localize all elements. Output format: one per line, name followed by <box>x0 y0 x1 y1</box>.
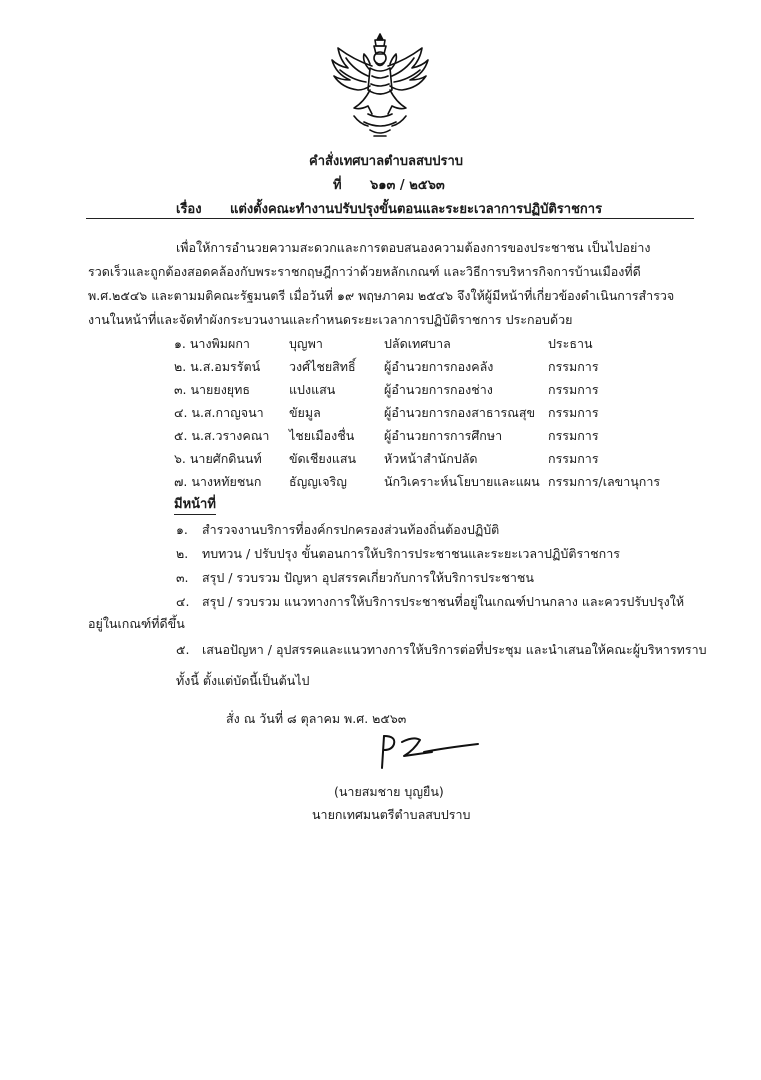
signatory-name: (นายสมชาย บุญยืน) <box>334 784 444 799</box>
member-name: ๔. น.ส.กาญจนา <box>174 405 264 420</box>
member-surname: แปงแสน <box>289 382 336 397</box>
handwritten-signature-icon <box>374 732 484 772</box>
duty-text: เสนอปัญหา / อุปสรรคและแนวทางการให้บริการต่อที่ประชุม และนำเสนอให้คณะผู้บริหารทราบ <box>202 642 707 657</box>
member-position: ผู้อำนวยการกองสาธารณสุข <box>384 405 536 420</box>
member-role: ประธาน <box>548 336 593 351</box>
order-title: คำสั่งเทศบาลตำบลสบปราบ <box>309 154 463 169</box>
intro-line-1: เพื่อให้การอำนวยความสะดวกและการตอบสนองความต้องการของประชาชน เป็นไปอย่าง <box>176 240 651 255</box>
member-surname: บุญพา <box>289 336 323 351</box>
member-position: ผู้อำนวยการกองช่าง <box>384 382 493 397</box>
intro-line-2: รวดเร็วและถูกต้องสอดคล้องกับพระราชกฤษฎีกาว่าด้วยหลักเกณฑ์ และวิธีการบริหารกิจการบ้านเมืองที่ดี <box>88 264 641 279</box>
duty-number: ๑. <box>176 522 188 537</box>
order-number-label: ที่ <box>333 178 342 193</box>
duty-number: ๕. <box>176 642 190 657</box>
duty-number: ๒. <box>176 546 189 561</box>
garuda-emblem-icon <box>324 30 436 142</box>
member-position: นักวิเคราะห์นโยบายและแผน <box>384 474 540 489</box>
member-name: ๒. น.ส.อมรรัตน์ <box>174 359 261 374</box>
member-position: หัวหน้าสำนักปลัด <box>384 451 478 466</box>
order-number: ๖๑๓ / ๒๕๖๓ <box>370 178 445 193</box>
member-surname: ไชยเมืองชื่น <box>289 428 355 443</box>
duties-heading: มีหน้าที่ <box>174 493 216 515</box>
member-name: ๖. นายศักดินนท์ <box>174 451 262 466</box>
intro-line-3: พ.ศ.๒๕๔๖ และตามมติคณะรัฐมนตรี เมื่อวันที่ ๑๙ พฤษภาคม ๒๕๔๖ จึงให้ผู้มีหน้าที่เกี่ยวข้องดำเนินการสำรวจ <box>88 288 675 303</box>
member-role: กรรมการ <box>548 451 599 466</box>
order-date: สั่ง ณ วันที่ ๘ ตุลาคม พ.ศ. ๒๕๖๓ <box>226 711 407 726</box>
member-surname: ขัยมูล <box>289 405 321 420</box>
member-position: ผู้อำนวยการการศึกษา <box>384 428 503 443</box>
subject-text: แต่งตั้งคณะทำงานปรับปรุงขั้นตอนและระยะเวลาการปฏิบัติราชการ <box>230 202 603 217</box>
member-surname: ธัญญเจริญ <box>289 474 347 489</box>
member-role: กรรมการ <box>548 428 599 443</box>
member-role: กรรมการ <box>548 405 599 420</box>
member-name: ๑. นางพิมผกา <box>174 336 250 351</box>
subject-label: เรื่อง <box>176 202 202 217</box>
member-role: กรรมการ/เลขานุการ <box>548 474 661 489</box>
duty-text: สรุป / รวบรวม ปัญหา อุปสรรคเกี่ยวกับการให้บริการประชาชน <box>202 570 534 585</box>
duty-text: สรุป / รวบรวม แนวทางการให้บริการประชาชนที่อยู่ในเกณฑ์ปานกลาง และควรปรับปรุงให้ <box>202 594 685 609</box>
signatory-title: นายกเทศมนตรีตำบลสบปราบ <box>312 807 471 822</box>
duty-text-continued: อยู่ในเกณฑ์ที่ดีขึ้น <box>88 616 185 631</box>
member-name: ๗. นางหทัยชนก <box>174 474 262 489</box>
member-surname: วงศ์ไชยสิทธิ์ <box>289 359 356 374</box>
member-role: กรรมการ <box>548 382 599 397</box>
member-role: กรรมการ <box>548 359 599 374</box>
member-surname: ขัดเชียงแสน <box>289 451 357 466</box>
duty-text: สำรวจงานบริการที่องค์กรปกครองส่วนท้องถิ่นต้องปฏิบัติ <box>202 522 500 537</box>
member-position: ผู้อำนวยการกองคลัง <box>384 359 494 374</box>
duty-number: ๓. <box>176 570 189 585</box>
duty-number: ๔. <box>176 594 190 609</box>
member-name: ๕. น.ส.วรางคณา <box>174 428 270 443</box>
duty-text: ทบทวน / ปรับปรุง ขั้นตอนการให้บริการประชาชนและระยะเวลาปฏิบัติราชการ <box>202 546 620 561</box>
effective-statement: ทั้งนี้ ตั้งแต่บัดนี้เป็นต้นไป <box>176 673 310 688</box>
member-name: ๓. นายยงยุทธ <box>174 382 251 397</box>
member-position: ปลัดเทศบาล <box>384 336 451 351</box>
intro-line-4: งานในหน้าที่และจัดทำผังกระบวนงานและกำหนดระยะเวลาการปฏิบัติราชการ ประกอบด้วย <box>88 312 573 327</box>
header-divider <box>86 218 694 219</box>
